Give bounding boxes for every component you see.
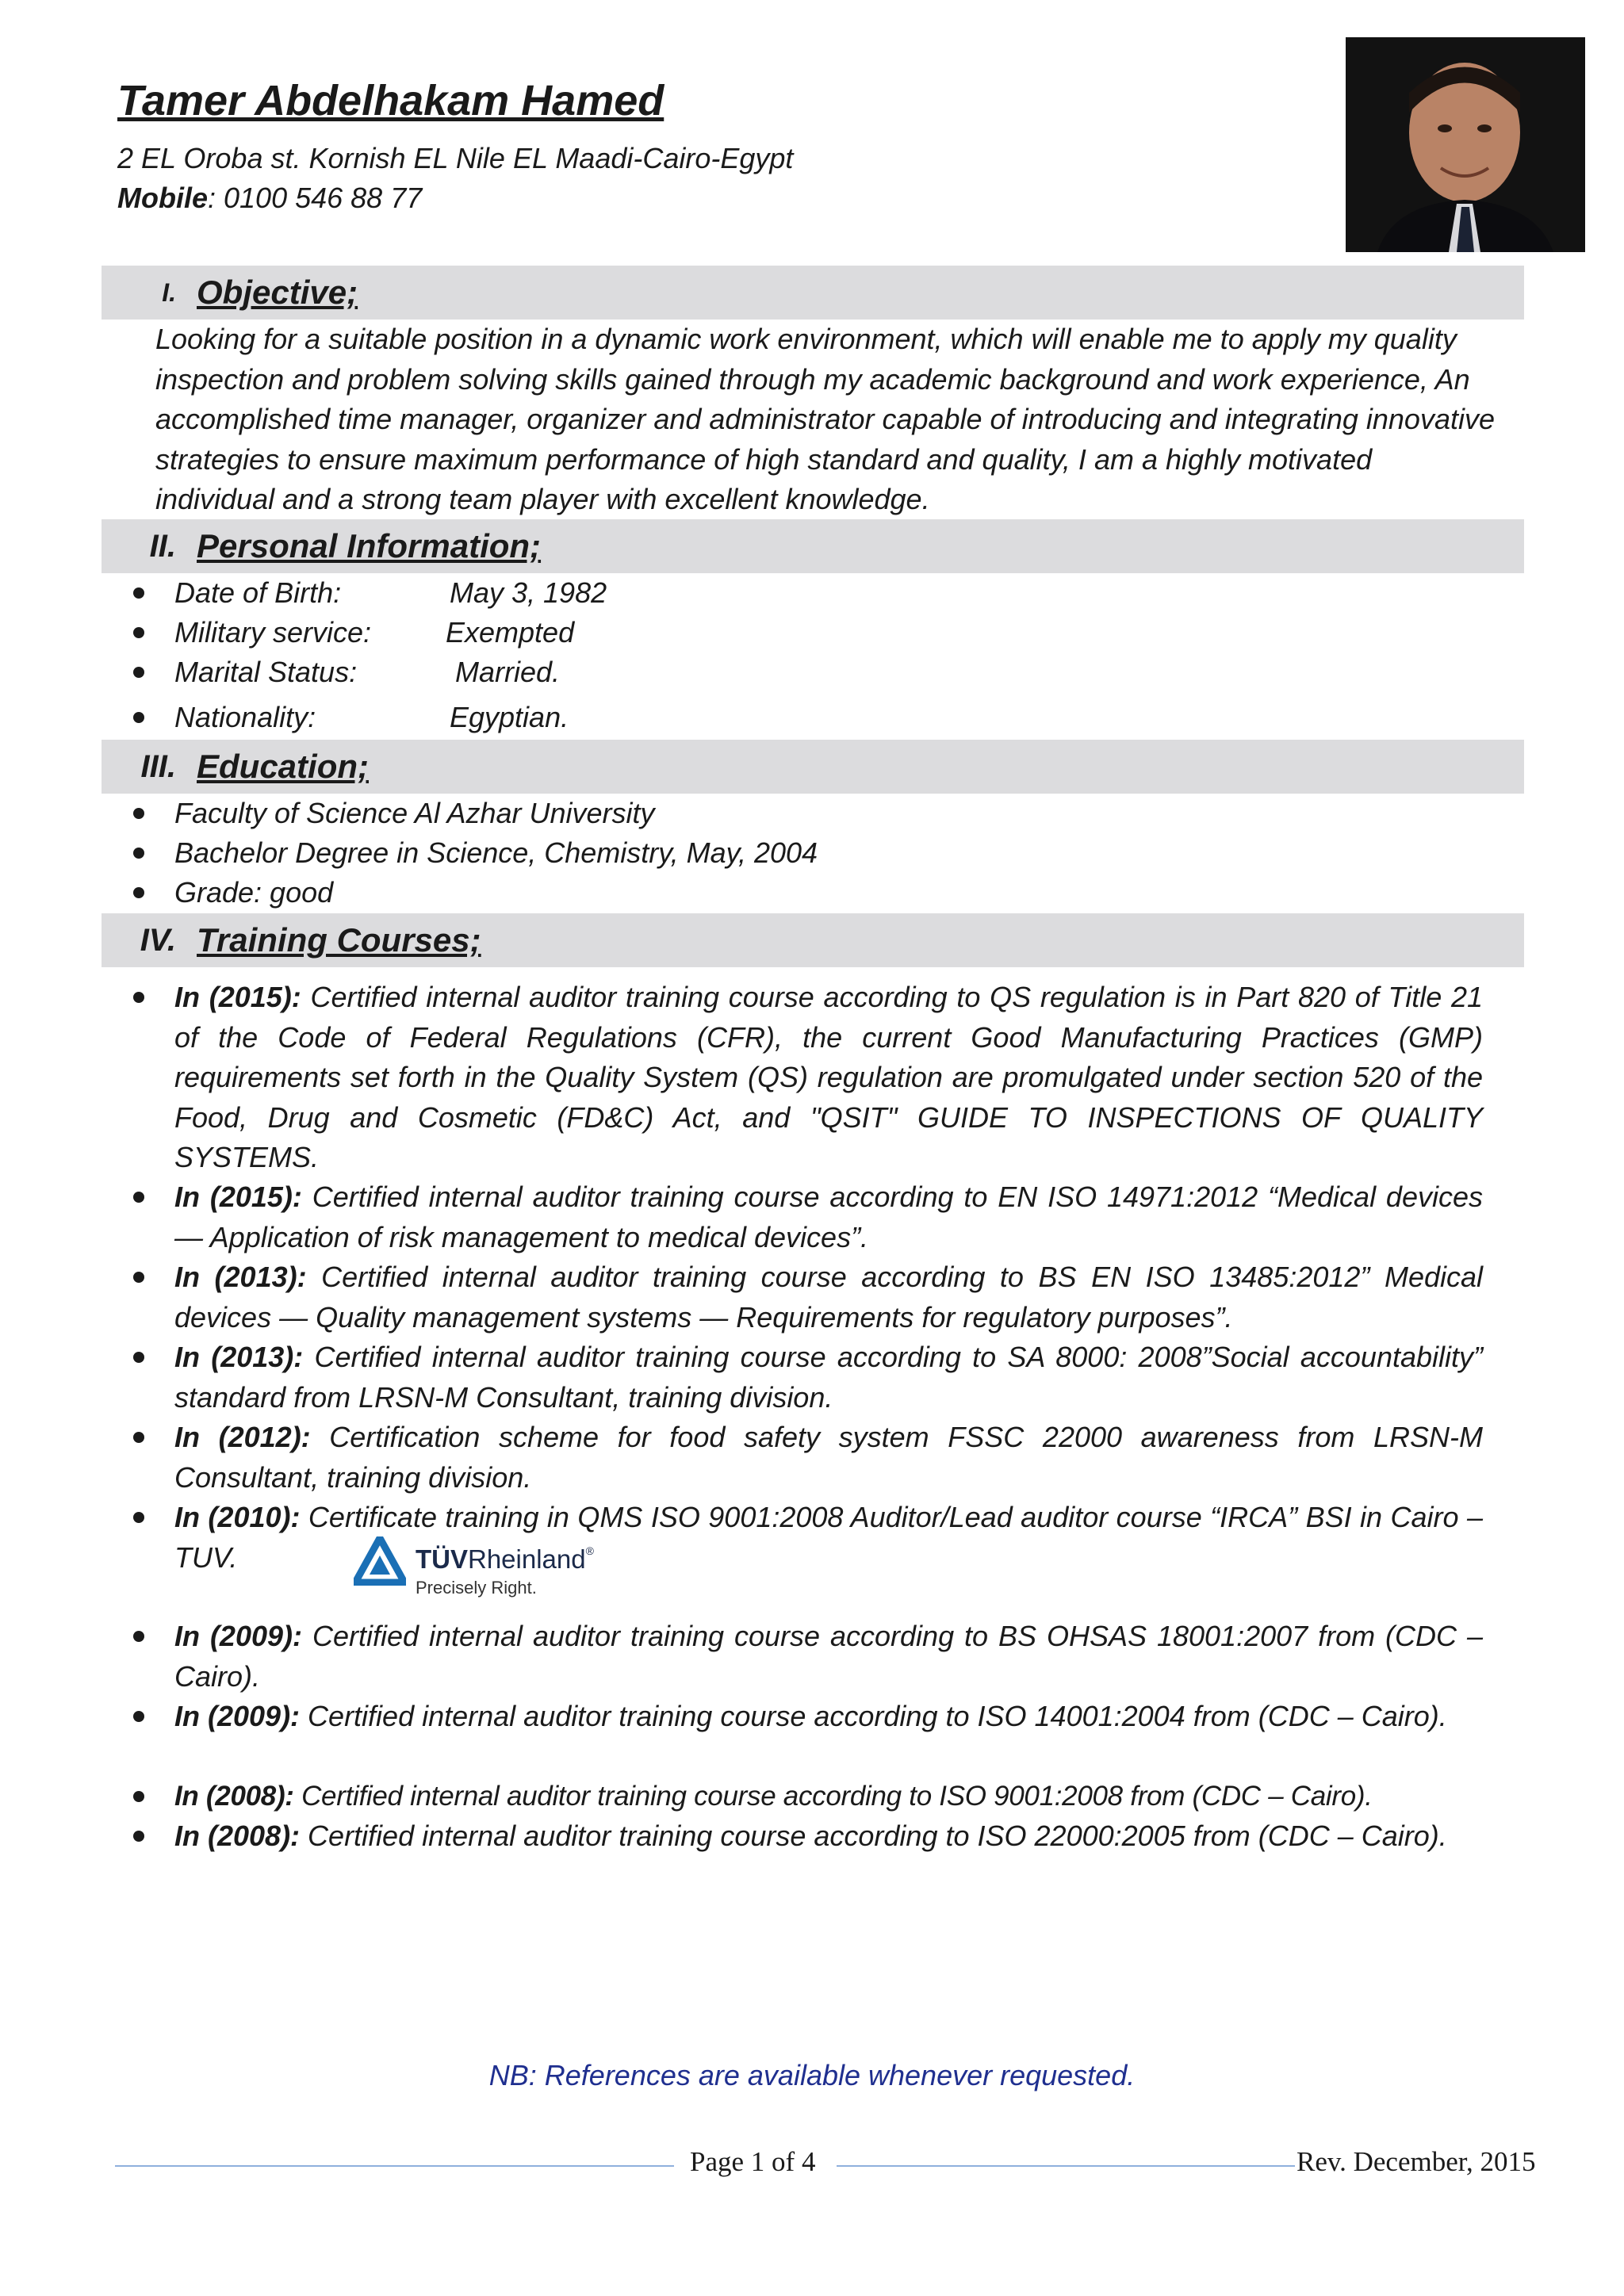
bullet-icon [133, 1352, 144, 1363]
list-item [0, 833, 1624, 873]
course-year: In (2015): [174, 981, 301, 1013]
tuv-triangle-icon [354, 1536, 406, 1586]
list-item [0, 652, 1624, 692]
references-note: NB: References are available whenever requested. [488, 2059, 1136, 2091]
course-text: Certificate training in QMS ISO 9001:2008 Auditor/Lead auditor course “IRCA” BSI in Cairo – TUV. [174, 1501, 1483, 1574]
education-entry: Faculty of Science Al Azhar University [174, 797, 655, 829]
bullet-icon [133, 1512, 144, 1523]
section-training-header [102, 913, 1524, 967]
bullet-icon [133, 848, 144, 859]
mobile-number: : 0100 546 88 77 [208, 182, 423, 214]
field-label: Date of Birth: [174, 576, 342, 609]
course-year: In (2015): [174, 1181, 302, 1213]
field-value: Married. [455, 656, 561, 688]
course-text: Certified internal auditor training course according to ISO 22000:2005 from (CDC – Cairo). [300, 1820, 1447, 1852]
education-entry: Grade: good [174, 876, 334, 909]
section-education-header [102, 740, 1524, 794]
field-label: Nationality: [174, 701, 316, 733]
address: 2 EL Oroba st. Kornish EL Nile EL Maadi-Cairo-Egypt [117, 142, 794, 174]
course-entry [174, 1816, 1483, 1857]
profile-photo [1346, 37, 1585, 252]
field-label: Marital Status: [174, 656, 358, 688]
footer-divider [115, 2165, 674, 2167]
bullet-icon [133, 808, 144, 819]
list-item [0, 698, 1624, 737]
bullet-icon [133, 1272, 144, 1283]
course-text: Certification scheme for food safety system FSSC 22000 awareness from LRSN-M Consultant, training division. [174, 1421, 1483, 1494]
bullet-icon [133, 887, 144, 898]
field-value: May 3, 1982 [450, 576, 607, 609]
tuv-brand: TÜVRheinland® [416, 1544, 594, 1574]
course-year: In (2009): [174, 1620, 302, 1652]
section-number: II. [149, 528, 176, 564]
tuv-tagline: Precisely Right. [416, 1578, 537, 1598]
course-year: In (2013): [174, 1341, 304, 1373]
course-year: In (2013): [174, 1261, 307, 1293]
bullet-icon [133, 1631, 144, 1642]
course-entry [174, 978, 1483, 1178]
bullet-icon [133, 1711, 144, 1722]
bullet-icon [133, 712, 144, 723]
list-item [0, 794, 1624, 833]
section-personal-header [102, 519, 1524, 573]
field-label: Military service: [174, 616, 372, 649]
section-title: Objective; [197, 274, 358, 311]
section-objective-header [102, 266, 1524, 320]
course-year: In (2012): [174, 1421, 311, 1453]
bullet-icon [133, 587, 144, 599]
education-entry: Bachelor Degree in Science, Chemistry, May, 2004 [174, 836, 818, 869]
field-value: Exempted [446, 616, 575, 649]
bullet-icon [133, 1432, 144, 1443]
section-number: III. [140, 748, 176, 784]
revision-date: Rev. December, 2015 [1297, 2146, 1536, 2177]
section-number: I. [162, 277, 176, 307]
list-item [0, 613, 1624, 652]
course-text: Certified internal auditor training course according to ISO 9001:2008 from (CDC – Cairo). [293, 1781, 1373, 1812]
section-title: Training Courses; [197, 921, 481, 959]
course-text: Certified internal auditor training course according to SA 8000: 2008”Social accountability” standard from LRSN-M Consultant, training division. [174, 1341, 1484, 1414]
field-value: Egyptian. [450, 701, 569, 733]
footer-divider [837, 2165, 1295, 2167]
applicant-name: Tamer Abdelhakam Hamed [117, 77, 665, 124]
list-item [0, 573, 1624, 613]
course-text: Certified internal auditor training course according to ISO 14001:2004 from (CDC – Cairo). [300, 1700, 1447, 1732]
bullet-icon [133, 1831, 144, 1842]
bullet-icon [133, 1192, 144, 1203]
course-entry [174, 1777, 1483, 1817]
course-entry [174, 1257, 1483, 1337]
course-year: In (2008): [174, 1820, 301, 1852]
course-year: In (2010): [174, 1501, 301, 1533]
mobile [117, 181, 422, 215]
bullet-icon [133, 667, 144, 678]
tuv-rheinland-logo [354, 1536, 615, 1603]
bullet-icon [133, 992, 144, 1003]
section-title: Personal Information; [197, 527, 542, 564]
objective-text: Looking for a suitable position in a dynamic work environment, which will enable me to apply my quality inspection and problem solving skills gained through my academic background and work experience, An accomplished time manager, organizer and administrator capable of introducing and integrating innovative strategies to ensure maximum performance of high standard and quality, I am a highly motivated individual and a strong team player with excellent knowledge. [155, 323, 1495, 515]
course-text: Certified internal auditor training course according to BS EN ISO 13485:2012” Medical devices — Quality management systems — Requirements for regulatory purposes”. [174, 1261, 1484, 1334]
bullet-icon [133, 627, 144, 638]
course-entry [174, 1418, 1483, 1498]
course-entry [174, 1617, 1483, 1697]
course-year: In (2009): [174, 1700, 301, 1732]
course-year: In (2008): [174, 1781, 294, 1812]
course-text: Certified internal auditor training course according to BS OHSAS 18001:2007 from (CDC – Cairo). [174, 1620, 1483, 1693]
course-entry [174, 1177, 1483, 1257]
course-entry [174, 1337, 1483, 1418]
list-item [0, 873, 1624, 913]
course-entry [174, 1697, 1483, 1737]
mobile-label: Mobile [117, 182, 208, 214]
course-text: Certified internal auditor training course according to QS regulation is in Part 820 of Title 21 of the Code of Federal Regulations (CFR), the current Good Manufacturing Practices (GMP) requirements set forth in the Quality System (QS) regulation are promulgated under section 520 of the Food, Drug and Cosmetic (FD&C) Act, and "QSIT" GUIDE TO INSPECTIONS OF QUALITY SYSTEMS. [174, 981, 1483, 1173]
page-number: Page 1 of 4 [690, 2146, 816, 2177]
course-text: Certified internal auditor training course according to EN ISO 14971:2012 “Medical devices — Application of risk management to medical devices”. [174, 1181, 1483, 1253]
section-title: Education; [197, 748, 369, 785]
bullet-icon [133, 1791, 144, 1802]
section-number: IV. [140, 922, 176, 958]
